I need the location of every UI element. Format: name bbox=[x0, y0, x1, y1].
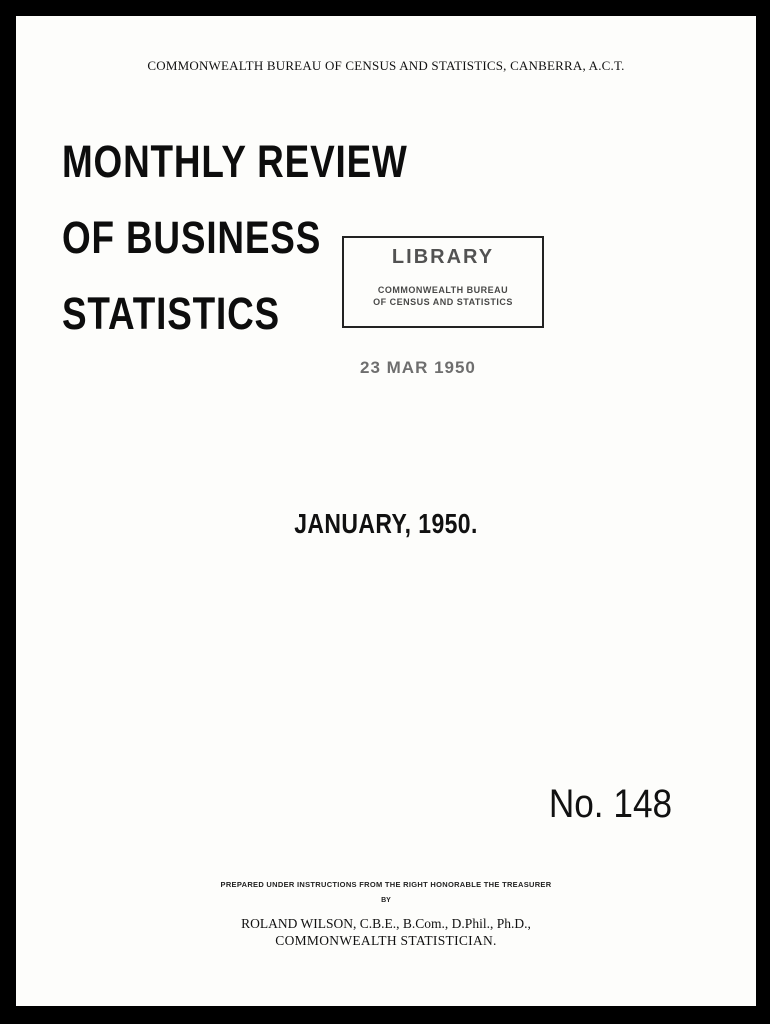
issue-date: JANUARY, 1950. bbox=[294, 508, 478, 539]
stamp-line-2: COMMONWEALTH BUREAU bbox=[377, 285, 509, 295]
prepared-note: PREPARED UNDER INSTRUCTIONS FROM THE RIGHT HONORABLE THE TREASURER bbox=[220, 880, 552, 889]
title-line-2: OF BUSINESS bbox=[62, 212, 322, 263]
document-page bbox=[16, 16, 756, 1006]
stamp-date: 23 MAR 1950 bbox=[360, 358, 476, 377]
by-line: BY bbox=[381, 897, 391, 904]
stamp-line-3: OF CENSUS AND STATISTICS bbox=[373, 297, 513, 307]
author-name: ROLAND WILSON, C.B.E., B.Com., D.Phil., Ph.D., bbox=[241, 916, 531, 931]
author-office: COMMONWEALTH STATISTICIAN. bbox=[275, 933, 497, 948]
stamp-line-1: LIBRARY bbox=[391, 246, 495, 268]
title-line-1: MONTHLY REVIEW bbox=[62, 136, 408, 187]
issue-number: No. 148 bbox=[548, 782, 672, 826]
title-line-3: STATISTICS bbox=[62, 288, 280, 339]
library-stamp bbox=[342, 236, 544, 328]
bureau-header: COMMONWEALTH BUREAU OF CENSUS AND STATISTICS, CANBERRA, A.C.T. bbox=[147, 58, 625, 73]
